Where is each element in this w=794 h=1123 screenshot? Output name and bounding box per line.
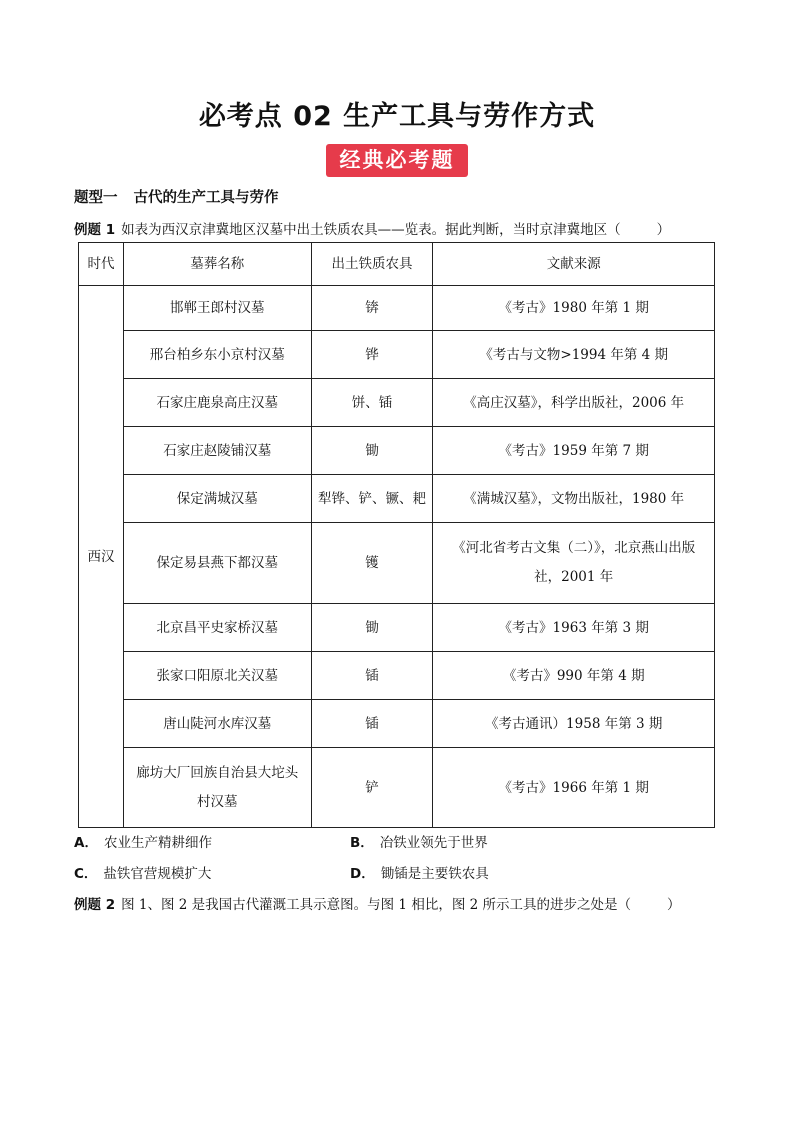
tomb-cell: 石家庄鹿泉高庄汉墓 (123, 379, 311, 427)
tomb-cell: 北京昌平史家桥汉墓 (123, 604, 311, 652)
table-row (79, 748, 715, 828)
tomb-cell: 张家口阳原北关汉墓 (123, 652, 311, 700)
tomb-cell: 邯郸王郎村汉墓 (123, 286, 311, 331)
table-row (79, 604, 715, 652)
tools-cell: 犁铧、铲、镢、耙 (311, 475, 433, 523)
header-era: 时代 (79, 243, 124, 286)
tools-cell: 镬 (311, 523, 433, 604)
table-row (79, 379, 715, 427)
source-cell: 《高庄汉墓》，科学出版社，2006 年 (433, 379, 715, 427)
option-d-text: 锄锸是主要铁农具 (380, 866, 489, 882)
question-1-close: ） (656, 222, 671, 238)
source-cell: 《河北省考古文集（二）》，北京燕山出版社，2001 年 (433, 523, 715, 604)
option-c[interactable] (74, 862, 211, 882)
source-cell: 《考古通讯）1958 年第 3 期 (433, 700, 715, 748)
era-cell: 西汉 (79, 286, 124, 828)
source-cell: 《考古》1966 年第 1 期 (433, 748, 715, 828)
table-row (79, 286, 715, 331)
option-b-text: 冶铁业领先于世界 (379, 835, 488, 851)
tomb-cell: 廊坊大厂回族自治县大坨头村汉墓 (123, 748, 311, 828)
question-2-text: 图 1、图 2 是我国古代灌溉工具示意图。与图 1 相比，图 2 所示工具的进步之处是（ (121, 897, 631, 913)
tools-cell: 锛 (311, 286, 433, 331)
tools-cell: 铲 (311, 748, 433, 828)
question-1 (74, 218, 670, 238)
tools-cell: 锄 (311, 427, 433, 475)
table-row (79, 523, 715, 604)
tools-cell: 锄 (311, 604, 433, 652)
classic-question-badge: 经典必考题 (326, 144, 468, 177)
tools-cell: 锸 (311, 652, 433, 700)
option-a-label: A． (74, 835, 98, 851)
source-cell: 《考古与文物>1994 年第 4 期 (433, 331, 715, 379)
source-cell: 《考古》990 年第 4 期 (433, 652, 715, 700)
question-2 (74, 893, 681, 913)
page-title: 必考点 02 生产工具与劳作方式 (198, 101, 596, 132)
option-d-label: D． (350, 866, 375, 882)
section-label: 题型一 (74, 190, 118, 206)
option-d[interactable] (350, 862, 489, 882)
table-header-row (79, 243, 715, 286)
question-2-close: ） (667, 897, 681, 913)
option-a-text: 农业生产精耕细作 (103, 835, 212, 851)
option-b[interactable] (350, 831, 488, 851)
source-cell: 《满城汉墓》，文物出版社，1980 年 (433, 475, 715, 523)
tomb-cell: 唐山陡河水库汉墓 (123, 700, 311, 748)
question-1-text: 如表为西汉京津冀地区汉墓中出土铁质农具——览表。据此判断，当时京津冀地区（ (121, 222, 621, 238)
source-cell: 《考古》1980 年第 1 期 (433, 286, 715, 331)
option-c-label: C． (74, 866, 98, 882)
header-tools: 出土铁质农具 (311, 243, 433, 286)
question-1-label: 例题 1 (74, 222, 116, 238)
table-row (79, 652, 715, 700)
tools-cell: 锸 (311, 700, 433, 748)
tools-cell: 铧 (311, 331, 433, 379)
question-2-label: 例题 2 (74, 897, 116, 913)
option-b-label: B． (350, 835, 374, 851)
table-row (79, 427, 715, 475)
table-row (79, 331, 715, 379)
tomb-cell: 石家庄赵陵铺汉墓 (123, 427, 311, 475)
tomb-tools-table (78, 242, 715, 828)
tomb-cell: 保定易县燕下都汉墓 (123, 523, 311, 604)
source-cell: 《考古》1959 年第 7 期 (433, 427, 715, 475)
option-c-text: 盐铁官营规模扩大 (103, 866, 212, 882)
header-tomb: 墓葬名称 (123, 243, 311, 286)
tomb-cell: 邢台柏乡东小京村汉墓 (123, 331, 311, 379)
section-heading (74, 186, 279, 207)
tomb-cell: 保定满城汉墓 (123, 475, 311, 523)
table-row (79, 700, 715, 748)
option-a[interactable] (74, 831, 212, 851)
source-cell: 《考古》1963 年第 3 期 (433, 604, 715, 652)
tools-cell: 饼、锸 (311, 379, 433, 427)
section-title: 古代的生产工具与劳作 (133, 190, 279, 206)
table-row (79, 475, 715, 523)
header-source: 文献来源 (433, 243, 715, 286)
